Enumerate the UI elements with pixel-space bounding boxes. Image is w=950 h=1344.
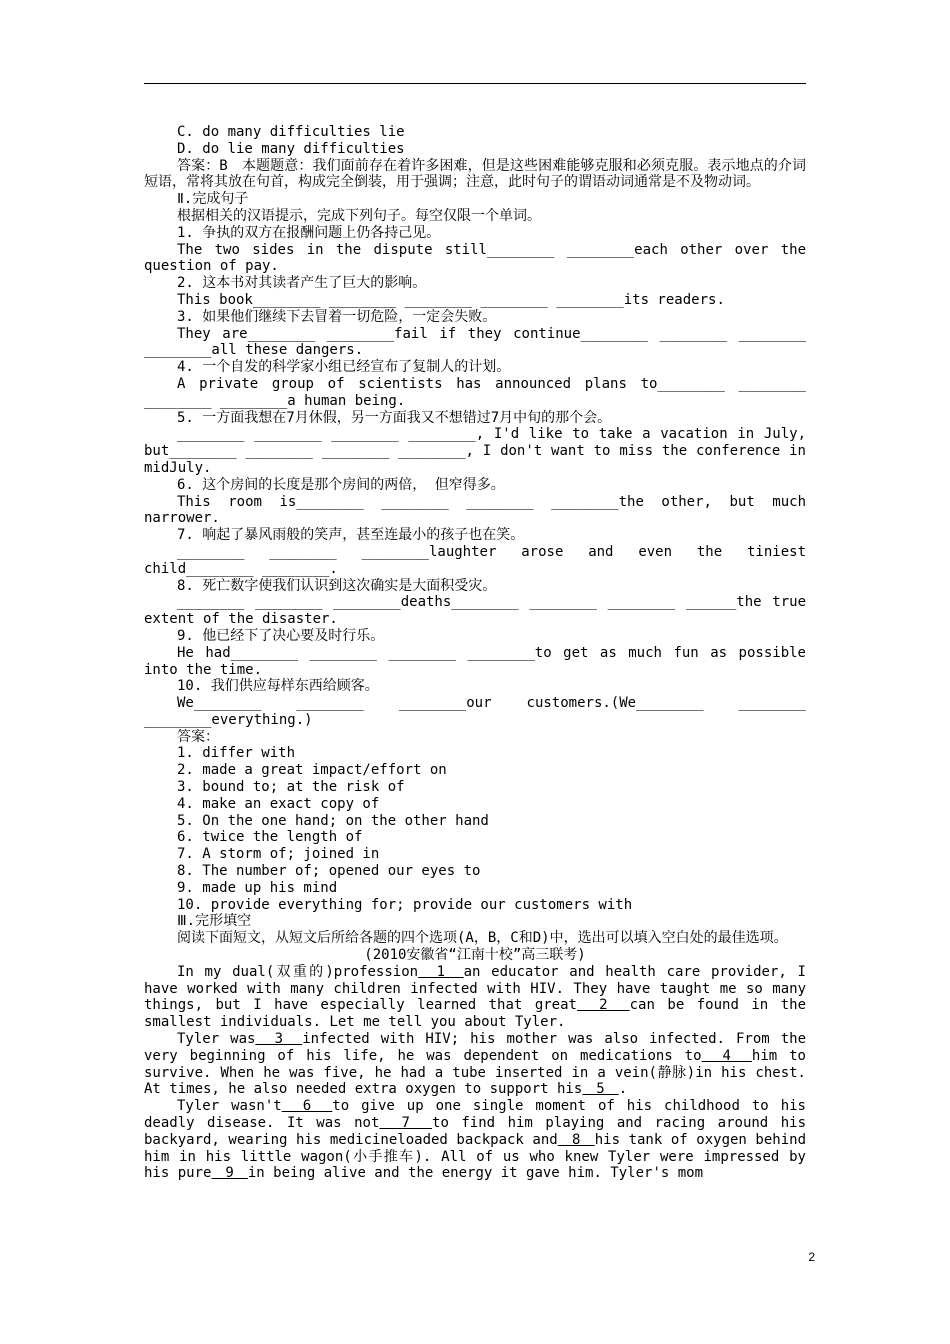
answer-item: 10. provide everything for; provide our customers with bbox=[177, 896, 633, 913]
question-english: ________ ________ ________laughter arose and even the tiniest child________ ________. bbox=[144, 543, 806, 577]
answer-list bbox=[144, 745, 806, 913]
option-c: C. do many difficulties lie bbox=[177, 124, 405, 140]
passage-text: in being alive and the energy it gave him. Tyler's mom bbox=[247, 1165, 704, 1182]
passage-text: to find him playing and racing around his backyard, wearing his medicineloaded backpack and bbox=[144, 1115, 806, 1148]
cloze-blank: 6 bbox=[281, 1098, 333, 1115]
page-number: 2 bbox=[808, 1250, 815, 1264]
passage-text: can be found in the smallest individuals. Let me tell you about Tyler. bbox=[144, 997, 806, 1031]
answer-item: 4. make an exact copy of bbox=[177, 795, 380, 812]
passage-text: Tyler wasn't bbox=[177, 1098, 282, 1115]
answer-item: 2. made a great impact/effort on bbox=[177, 762, 447, 779]
cloze-blank: 9 bbox=[211, 1165, 248, 1182]
question-english: ________ ________ ________ ________, I'd like to take a vacation in July, but________ ________ ________ ________, I don't want to miss the conference in midJuly. bbox=[144, 426, 806, 476]
question-english: ________ ________ ________deaths________ ________ ________ ______the true extent of the disaster. bbox=[144, 594, 806, 628]
section-heading: Ⅲ.完形填空 bbox=[177, 913, 252, 930]
option-answer: 答案：B 本题题意：我们面前存在着许多困难，但是这些困难能够克服和必须克服。表示地点的介词短语，常将其放在句首，构成完全倒装，用于强调；注意，此时句子的谓语动词通常是不及物动词。 bbox=[144, 157, 806, 191]
passage-text: Tyler was bbox=[177, 1031, 256, 1048]
question-chinese: 10. 我们供应每样东西给顾客。 bbox=[177, 678, 379, 695]
passage-text: his tank of oxygen behind him in his little wagon(小手推车). All of us who knew Tyler were impressed by his pure bbox=[144, 1131, 806, 1182]
question-english: This room is________ ________ ________ ________the other, but much narrower. bbox=[144, 493, 806, 527]
section-heading: Ⅱ.完成句子 bbox=[177, 191, 249, 208]
document-body bbox=[144, 124, 806, 1182]
question-chinese: 1. 争执的双方在报酬问题上仍各持己见。 bbox=[177, 224, 441, 241]
section-instruction: 阅读下面短文，从短文后所给各题的四个选项(A，B，C和D)中，选出可以填入空白处的最佳选项。 bbox=[177, 930, 788, 947]
question-english: This book________ ________ ________ ________ ________its readers. bbox=[177, 291, 725, 308]
passage-text: . bbox=[618, 1081, 628, 1098]
passage-text: him to survive. When he was five, he had a tube inserted in a vein(静脉)in his chest. At times, he also needed extra oxygen to support his bbox=[144, 1047, 806, 1098]
answer-item: 5. On the one hand; on the other hand bbox=[177, 812, 489, 829]
answer-item: 1. differ with bbox=[177, 745, 296, 762]
section-instruction: 根据相关的汉语提示，完成下列句子。每空仅限一个单词。 bbox=[177, 207, 541, 224]
question-chinese: 5. 一方面我想在7月休假，另一方面我又不想错过7月中旬的那个会。 bbox=[177, 409, 612, 426]
header-rule bbox=[144, 83, 806, 84]
question-chinese: 3. 如果他们继续下去冒着一切危险，一定会失败。 bbox=[177, 308, 497, 325]
question-english: We________ ________ ________our customers.(We________ ________ ________everything.) bbox=[144, 695, 806, 728]
passage-paragraph bbox=[144, 1098, 806, 1182]
question-english: The two sides in the dispute still________ ________each other over the question of pay. bbox=[144, 241, 806, 275]
question-chinese: 8. 死亡数字使我们认识到这次确实是大面积受灾。 bbox=[177, 577, 497, 594]
answer-item: 3. bound to; at the risk of bbox=[177, 779, 405, 796]
passage-text: an educator and health care provider, I have worked with many children infected with HIV. They have taught me so many things, but I have especially learned that great bbox=[144, 963, 806, 1014]
question-chinese: 4. 一个自发的科学家小组已经宣布了复制人的计划。 bbox=[177, 359, 511, 376]
passage-text: In my dual(双重的)profession bbox=[177, 963, 419, 980]
answer-item: 6. twice the length of bbox=[177, 829, 363, 846]
cloze-blank: 2 bbox=[576, 997, 630, 1014]
passage-text: infected with HIV; his mother was also infected. From the very beginning of his life, he was dependent on medications to bbox=[144, 1031, 807, 1064]
cloze-blank: 4 bbox=[701, 1047, 752, 1064]
question-chinese: 7. 响起了暴风雨般的笑声，甚至连最小的孩子也在笑。 bbox=[177, 527, 525, 544]
passage-paragraph bbox=[144, 1031, 806, 1098]
cloze-blank: 5 bbox=[582, 1081, 619, 1098]
passage-text: to give up one single moment of his childhood to his deadly disease. It was not bbox=[144, 1098, 806, 1132]
question-chinese: 2. 这本书对其读者产生了巨大的影响。 bbox=[177, 275, 427, 292]
question-english: A private group of scientists has announced plans to________ ________ ________ ________a human being. bbox=[144, 375, 806, 409]
passage-paragraph bbox=[144, 964, 806, 1031]
answer-item: 8. The number of; opened our eyes to bbox=[177, 863, 481, 880]
answer-label: 答案： bbox=[177, 728, 219, 745]
question-chinese: 6. 这个房间的长度是那个房间的两倍， 但窄得多。 bbox=[177, 476, 505, 493]
question-english: He had________ ________ ________ ________to get as much fun as possible into the time. bbox=[144, 644, 806, 678]
question-chinese: 9. 他已经下了决心要及时行乐。 bbox=[177, 627, 385, 644]
cloze-blank: 8 bbox=[557, 1131, 595, 1148]
passage-source: (2010安徽省“江南十校”高三联考) bbox=[364, 947, 586, 964]
option-d: D. do lie many difficulties bbox=[177, 140, 405, 157]
cloze-blank: 7 bbox=[379, 1115, 433, 1132]
cloze-blank: 1 bbox=[418, 963, 464, 980]
question-english: They are________ ________fail if they continue________ ________ ________ ________all these dangers. bbox=[144, 325, 806, 359]
answer-item: 7. A storm of; joined in bbox=[177, 846, 380, 863]
cloze-blank: 3 bbox=[255, 1031, 303, 1048]
answer-item: 9. made up his mind bbox=[177, 879, 338, 896]
